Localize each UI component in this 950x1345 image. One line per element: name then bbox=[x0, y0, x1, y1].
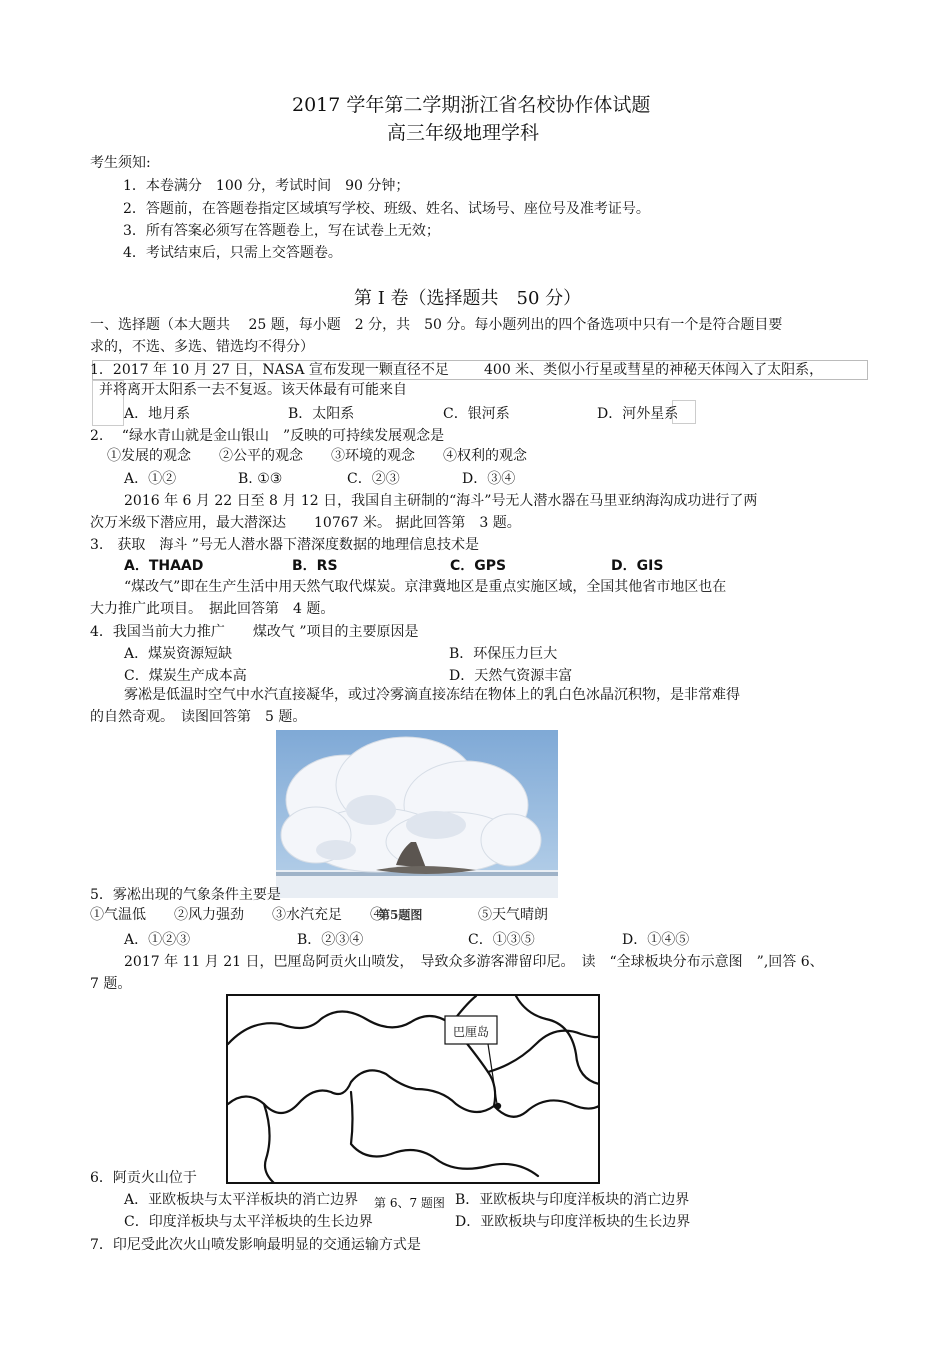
q1-stem-line2: 并将离开太阳系一去不复返。该天体最有可能来自 bbox=[99, 382, 407, 398]
q5-option-a: A．①②③ bbox=[124, 932, 191, 948]
notice-item: 3．所有答案必须写在答题卷上，写在试卷上无效； bbox=[123, 223, 440, 239]
q1-stem-cont: 400 米、类似小行星或彗星的神秘天体闯入了太阳系， bbox=[484, 362, 824, 378]
q1-option-d: D．河外星系 bbox=[597, 406, 679, 422]
passage-4: 大力推广此项目。 据此回答第 4 题。 bbox=[90, 601, 335, 617]
passage-5: 雾凇是低温时空气中水汽直接凝华，或过冷雾滴直接冻结在物体上的乳白色冰晶沉积物，是非常难得 bbox=[124, 687, 740, 703]
q5-statements: ①气温低 ②风力强劲 ③水汽充足 ④ bbox=[90, 907, 384, 923]
exam-title: 2017 学年第二学期浙江省名校协作体试题 bbox=[292, 94, 651, 116]
passage-3: 次万米级下潜应用，最大潜深达 10767 米。 据此回答第 3 题。 bbox=[90, 515, 521, 531]
q5-option-c: C．①③⑤ bbox=[468, 932, 535, 948]
section-title: 第 I 卷（选择题共 50 分） bbox=[354, 288, 582, 309]
q3-option-b: B．RS bbox=[292, 558, 338, 574]
notice-item: 2．答题前，在答题卷指定区域填写学校、班级、姓名、试场号、座位号及准考证号。 bbox=[123, 201, 650, 217]
passage-3: 2016 年 6 月 22 日至 8 月 12 日，我国自主研制的“海斗”号无人潜水器在马里亚纳海沟成功进行了两 bbox=[124, 493, 758, 509]
q1-option-c: C．银河系 bbox=[443, 406, 510, 422]
q2-statements: ①发展的观念 ②公平的观念 ③环境的观念 ④权利的观念 bbox=[107, 448, 527, 464]
figure5-caption: 第5题图 bbox=[378, 908, 423, 922]
rime-tree-photo bbox=[276, 730, 558, 898]
passage-5: 的自然奇观。 读图回答第 5 题。 bbox=[90, 709, 307, 725]
q4-stem: 4．我国当前大力推广 煤改气 ”项目的主要原因是 bbox=[90, 624, 419, 640]
q2-option-d: D．③④ bbox=[462, 471, 516, 487]
passage-6: 2017 年 11 月 21 日，巴厘岛阿贡火山喷发， 导致众多游客滞留印尼。 读 “全球板块分布示意图 ”,回答 6、 bbox=[124, 954, 824, 970]
q4-option-b: B．环保压力巨大 bbox=[449, 646, 558, 662]
passage-6: 7 题。 bbox=[90, 976, 132, 992]
q3-option-c: C．GPS bbox=[450, 558, 507, 574]
q3-option-d: D．GIS bbox=[611, 558, 664, 574]
q2-option-b: B. ①③ bbox=[238, 471, 283, 487]
q2-option-c: C．②③ bbox=[347, 471, 400, 487]
q5-statement-5: ⑤天气晴朗 bbox=[478, 907, 548, 923]
q5-option-b: B．②③④ bbox=[297, 932, 364, 948]
q6-option-d: D．亚欧板块与印度洋板块的生长边界 bbox=[455, 1214, 691, 1230]
q4-option-a: A．煤炭资源短缺 bbox=[124, 646, 233, 662]
q5-stem: 5．雾凇出现的气象条件主要是 bbox=[90, 887, 281, 903]
exam-subtitle: 高三年级地理学科 bbox=[387, 122, 540, 144]
section-intro: 求的，不选、多选、错选均不得分） bbox=[90, 339, 314, 355]
q2-option-a: A．①② bbox=[124, 471, 177, 487]
q6-option-b: B．亚欧板块与印度洋板块的消亡边界 bbox=[455, 1192, 690, 1208]
q6-option-a: A．亚欧板块与太平洋板块的消亡边界 bbox=[124, 1192, 359, 1208]
plate-map bbox=[226, 994, 600, 1184]
figure67-caption: 第 6、7 题图 bbox=[374, 1196, 445, 1210]
notice-item: 1．本卷满分 100 分，考试时间 90 分钟； bbox=[123, 178, 410, 194]
q1-option-a: A．地月系 bbox=[124, 406, 191, 422]
q4-option-d: D．天然气资源丰富 bbox=[449, 668, 573, 684]
q6-stem: 6．阿贡火山位于 bbox=[90, 1170, 197, 1186]
notice-item: 4．考试结束后，只需上交答题卷。 bbox=[123, 245, 342, 261]
q7-stem: 7．印尼受此次火山喷发影响最明显的交通运输方式是 bbox=[90, 1237, 421, 1253]
q1-option-b: B．太阳系 bbox=[288, 406, 355, 422]
q3-stem: 3. 获取 海斗 ”号无人潜水器下潜深度数据的地理信息技术是 bbox=[90, 537, 479, 553]
q4-option-c: C．煤炭生产成本高 bbox=[124, 668, 247, 684]
notice-heading: 考生须知: bbox=[90, 155, 151, 171]
section-intro: 一、选择题（本大题共 25 题，每小题 2 分，共 50 分。每小题列出的四个备选项中只有一个是符合题目要 bbox=[90, 317, 783, 333]
q2-stem: 2. “绿水青山就是金山银山 ”反映的可持续发展观念是 bbox=[90, 428, 445, 444]
q6-option-c: C．印度洋板块与太平洋板块的生长边界 bbox=[124, 1214, 373, 1230]
passage-4: “煤改气”即在生产生活中用天然气取代煤炭。京津冀地区是重点实施区域，全国其他省市地区也在 bbox=[124, 579, 727, 595]
q1-stem: 1．2017 年 10 月 27 日，NASA 宣布发现一颗直径不足 bbox=[90, 362, 449, 378]
q5-option-d: D．①④⑤ bbox=[622, 932, 690, 948]
map-label-bali: 巴厘岛 bbox=[452, 1025, 490, 1039]
q3-option-a: A．THAAD bbox=[124, 558, 204, 574]
